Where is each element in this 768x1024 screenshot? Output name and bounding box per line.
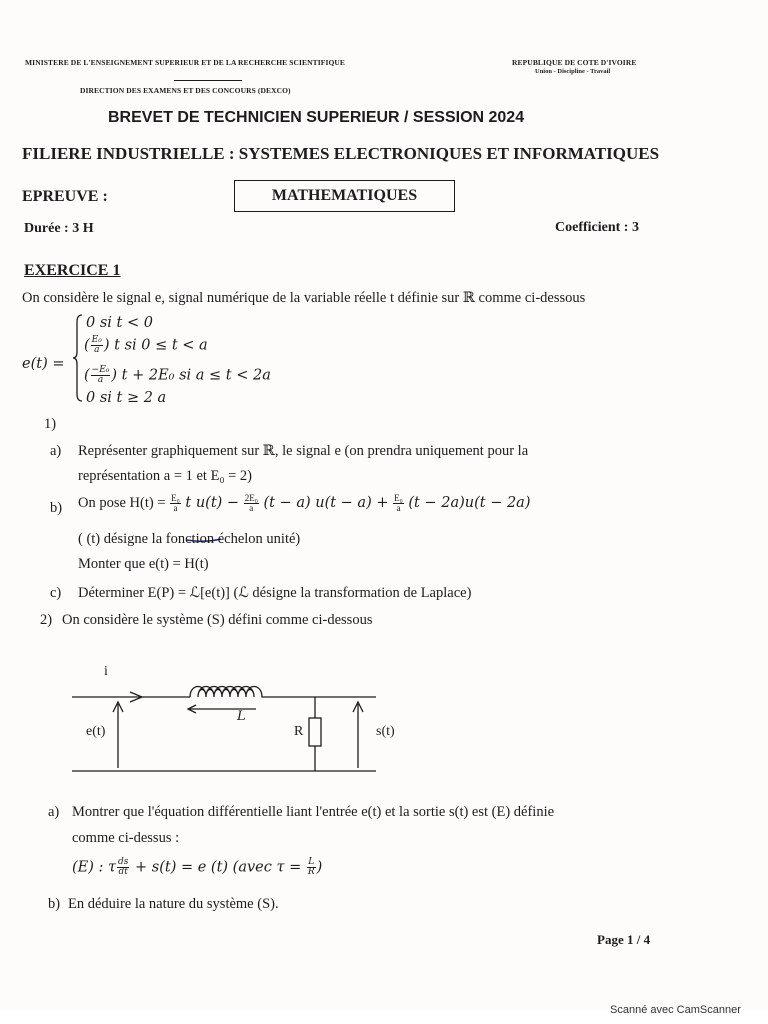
q2b-text: En déduire la nature du système (S). — [68, 896, 279, 912]
q2a-line1: Montrer que l'équation différentielle liant l'entrée e(t) et la sortie s(t) est (E) définie — [72, 804, 555, 820]
fraction-e0-over-a: $\frac{\text{E₀}}{a}$ — [91, 335, 102, 355]
circuit-input-label: e(t) — [86, 724, 106, 739]
case-4: 0 si t ≥ 2 a — [86, 390, 167, 406]
fraction-l-over-r: $\frac{L}{R}$ — [307, 857, 315, 877]
coefficient: Coefficient : 3 — [555, 220, 639, 235]
ministry-header: MINISTERE DE L'ENSEIGNEMENT SUPERIEUR ET DE LA RECHERCHE SCIENTIFIQUE — [25, 58, 346, 67]
exercise-heading: EXERCICE 1 — [24, 262, 121, 279]
piecewise-brace — [73, 314, 83, 402]
q1b-definition: On pose H(t) = $\frac{\text{E₀}}{a}$ t u(t) − $\frac{\text{2E₀}}{a}$ (t − a) u(t − a) + $\frac{\text{E₀}}{a}$ (t − 2a)u(t − 2a) — [78, 493, 531, 513]
republic-header: REPUBLIQUE DE COTE D'IVOIRE — [512, 58, 637, 67]
q1c-label: c) — [50, 585, 62, 601]
circuit-current-label: i — [104, 664, 108, 679]
direction-header: DIRECTION DES EXAMENS ET DES CONCOURS (DEXCO) — [80, 86, 291, 95]
subject-name: MATHEMATIQUES — [271, 187, 418, 204]
rl-circuit — [60, 660, 390, 785]
fraction-ds-dt: $\frac{ds}{dt}$ — [118, 857, 129, 877]
republic-motto: Union - Discipline - Travail — [535, 68, 611, 75]
duration: Durée : 3 H — [24, 221, 94, 236]
case-1: 0 si t < 0 — [86, 315, 153, 331]
fraction-e0-over-a-b2: $\frac{\text{E₀}}{a}$ — [394, 493, 403, 513]
case-3: ( $\frac{\text{−E₀}}{a}$ ) t + 2E₀ si a ≤ t < 2a — [84, 365, 271, 385]
subject-box — [234, 180, 455, 212]
header-rule — [174, 80, 242, 81]
case-2: ( $\frac{\text{E₀}}{a}$ ) t si 0 ≤ t < a — [84, 335, 208, 355]
fraction-e0-over-a-b1: $\frac{\text{E₀}}{a}$ — [171, 493, 180, 513]
circuit-output-label: s(t) — [376, 724, 395, 739]
q1-number: 1) — [44, 416, 57, 432]
circuit-resistor-label: R — [294, 724, 304, 739]
q2b-label: b) — [48, 896, 61, 912]
differential-equation: (E) : τ $\frac{ds}{dt}$ + s(t) = e (t) (avec τ = $\frac{L}{R}$ ) — [72, 857, 323, 877]
function-name: e(t) = — [22, 356, 65, 372]
q1b-note: ( (t) désigne la fonction échelon unité) — [78, 531, 301, 547]
exam-title: BREVET DE TECHNICIEN SUPERIEUR / SESSION 2024 — [108, 109, 525, 126]
q1a-line1: Représenter graphiquement sur ℝ, le signal e (on prendra uniquement pour la — [78, 443, 529, 459]
circuit-inductor-label: L — [237, 709, 246, 724]
q1c-text: Déterminer E(P) = ℒ[e(t)] (ℒ désigne la transformation de Laplace) — [78, 585, 472, 601]
q2-number: 2) — [40, 612, 53, 628]
fraction-neg-e0-over-a: $\frac{\text{−E₀}}{a}$ — [91, 365, 110, 385]
q1b-label: b) — [50, 500, 63, 516]
page-number: Page 1 / 4 — [597, 932, 651, 947]
q2a-line2: comme ci-dessus : — [72, 830, 180, 846]
q1a-line2: représentation a = 1 et E₀ = 2) — [78, 468, 252, 484]
q1a-label: a) — [50, 443, 62, 459]
epreuve-label: EPREUVE : — [22, 188, 108, 205]
q1b-show: Monter que e(t) = H(t) — [78, 556, 209, 572]
q2a-label: a) — [48, 804, 60, 820]
filiere-title: FILIERE INDUSTRIELLE : SYSTEMES ELECTRONIQUES ET INFORMATIQUES — [22, 144, 660, 163]
q2-text: On considère le système (S) défini comme ci-dessous — [62, 612, 373, 628]
fraction-2e0-over-a: $\frac{\text{2E₀}}{a}$ — [244, 493, 258, 513]
scanner-watermark: Scanné avec CamScanner — [610, 1004, 741, 1016]
exercise-intro: On considère le signal e, signal numérique de la variable réelle t définie sur ℝ comme ci-dessous — [22, 290, 586, 306]
